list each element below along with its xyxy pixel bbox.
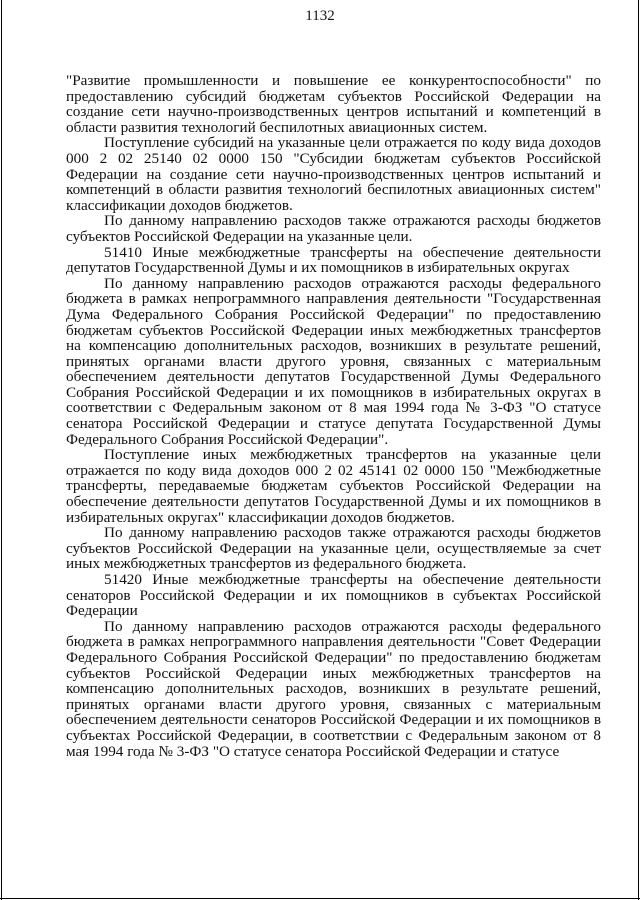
paragraph: По данному направлению расходов также отражаются расходы бюджетов субъектов Российской Федерации на указанные цели, осуществляемые за счет иных межбюджетных трансфертов из федерального бюджета. [66,524,601,573]
paragraph: По данному направлению расходов также отражаются расходы бюджетов субъектов Российской Федерации на указанные цели. [66,212,601,245]
section-heading-51410: 51410 Иные межбюджетные трансферты на обеспечение деятельности депутатов Государственной Думы и их помощников в избирательных округах [66,243,601,277]
section-heading-51420: 51420 Иные межбюджетные трансферты на обеспечение деятельности сенаторов Российской Федерации и их помощников в субъектах Российской Федерации [66,571,601,620]
paragraph: По данному направлению расходов отражаются расходы федерального бюджета в рамках непрограммного направления деятельности "Государственная Дума Федерального Собрания Российской Федерации" по предоставлению бюджетам субъектов Российской Федерации иных межбюджетных трансфертов на компенсацию дополнительных расходов, возникших в результате решений, принятых органами власти другого уровня, связанных с материальным обеспечением деятельности депутатов Государственной Думы Федерального Собрания Российской Федерации и их помощников в избирательных округах в соответствии с Федеральным законом от 8 мая 1994 года № 3-ФЗ "О статусе сенатора Российской Федерации и статусе депутата Государственной Думы Федерального Собрания Российской Федерации". [66,274,601,448]
paragraph: Поступление субсидий на указанные цели отражается по коду вида доходов 000 2 02 25140 02 0000 150 "Субсидии бюджетам субъектов Российской Федерации на создание сети научно-производственных центров испытаний и компетенций в области развития технологий беспилотных авиационных систем" классификации доходов бюджетов. [66,134,601,214]
page-bottom-border [0,898,640,899]
page-right-border [638,0,639,900]
document-body [66,73,601,759]
page-number: 1132 [305,8,335,24]
page-left-border [1,0,2,900]
paragraph-continuation: "Развитие промышленности и повышение ее конкурентоспособности" по предоставлению субсидий бюджетам субъектов Российской Федерации на создание сети научно-производственных центров испытаний и компетенций в области развития технологий беспилотных авиационных систем. [66,72,601,136]
paragraph: Поступление иных межбюджетных трансфертов на указанные цели отражается по коду вида доходов 000 2 02 45141 02 0000 150 "Межбюджетные трансферты, передаваемые бюджетам субъектов Российской Федерации на обеспечение деятельности депутатов Государственной Думы и их помощников в избирательных округах" классификации доходов бюджетов. [66,446,601,526]
paragraph: По данному направлению расходов отражаются расходы федерального бюджета в рамках непрограммного направления деятельности "Совет Федерации Федерального Собрания Российской Федерации" по предоставлению бюджетам субъектов Российской Федерации иных межбюджетных трансфертов на компенсацию дополнительных расходов, возникших в результате решений, принятых органами власти другого уровня, связанных с материальным обеспечением деятельности сенаторов Российской Федерации и их помощников в субъектах Российской Федерации, в соответствии с Федеральным законом от 8 мая 1994 года № 3-ФЗ "О статусе сенатора Российской Федерации и статусе [66,617,601,760]
